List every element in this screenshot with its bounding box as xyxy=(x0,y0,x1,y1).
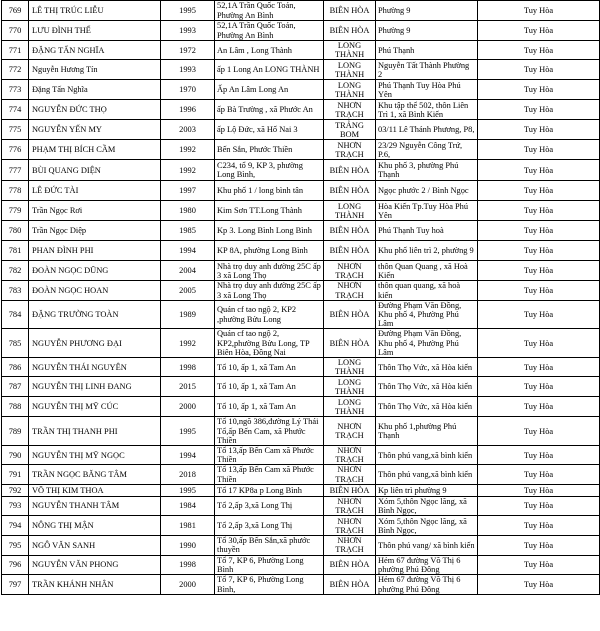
table-row xyxy=(2,181,600,201)
full-name-cell: ĐẶNG TRƯỜNG TOÀN xyxy=(29,300,161,329)
current-address-cell: Quán cf tao ngộ 2, KP2 ,phường Bửu Long xyxy=(215,300,324,329)
current-address-cell: Tổ 10, ấp 1, xã Tam An xyxy=(215,377,324,397)
row-number-cell: 776 xyxy=(2,140,29,160)
province-cell: Tuy Hòa xyxy=(478,465,600,484)
birth-year-cell: 1993 xyxy=(161,60,215,80)
district-cell: NHƠN TRẠCH xyxy=(324,261,376,281)
birth-year-cell: 2000 xyxy=(161,397,215,417)
full-name-cell: NGUYỄN VĂN PHONG xyxy=(29,555,161,574)
birth-year-cell: 1992 xyxy=(161,160,215,181)
province-cell: Tuy Hòa xyxy=(478,446,600,465)
current-address-cell: Tổ 10, ấp 1, xã Tam An xyxy=(215,397,324,417)
province-cell: Tuy Hòa xyxy=(478,60,600,80)
table-row xyxy=(2,516,600,536)
hometown-address-cell: 23/29 Nguyễn Công Trứ, P.6, xyxy=(376,140,478,160)
province-cell: Tuy Hòa xyxy=(478,417,600,446)
full-name-cell: Nguyễn Hương Tín xyxy=(29,60,161,80)
birth-year-cell: 2000 xyxy=(161,575,215,595)
birth-year-cell: 1995 xyxy=(161,1,215,21)
row-number-cell: 778 xyxy=(2,181,29,201)
district-cell: BIÊN HÒA xyxy=(324,221,376,241)
district-cell: LONG THÀNH xyxy=(324,201,376,221)
table-row xyxy=(2,261,600,281)
current-address-cell: ấp Bà Trường , xã Phước An xyxy=(215,100,324,120)
table-row xyxy=(2,417,600,446)
current-address-cell: Tổ 2,ấp 3,xã Long Thị xyxy=(215,496,324,515)
current-address-cell: 52,1A Trần Quốc Toản, Phường An Bình xyxy=(215,21,324,41)
full-name-cell: Trần Ngọc Diệp xyxy=(29,221,161,241)
province-cell: Tuy Hòa xyxy=(478,397,600,417)
full-name-cell: NGUYỄN THANH TÂM xyxy=(29,496,161,515)
table-row xyxy=(2,140,600,160)
full-name-cell: VÕ THỊ KIM THOA xyxy=(29,484,161,496)
row-number-cell: 797 xyxy=(2,575,29,595)
full-name-cell: NGUYỄN THỊ MỸ CÚC xyxy=(29,397,161,417)
table-row xyxy=(2,1,600,21)
full-name-cell: NGUYỄN THỊ MỸ NGỌC xyxy=(29,446,161,465)
hometown-address-cell: Khu phố liên trì 2, phường 9 xyxy=(376,241,478,261)
district-cell: BIÊN HÒA xyxy=(324,160,376,181)
district-cell: TRẢNG BOM xyxy=(324,120,376,140)
table-row xyxy=(2,160,600,181)
row-number-cell: 793 xyxy=(2,496,29,515)
district-cell: NHƠN TRẠCH xyxy=(324,417,376,446)
province-cell: Tuy Hòa xyxy=(478,300,600,329)
province-cell: Tuy Hòa xyxy=(478,329,600,358)
province-cell: Tuy Hòa xyxy=(478,261,600,281)
full-name-cell: LÊ ĐỨC TÀI xyxy=(29,181,161,201)
birth-year-cell: 1985 xyxy=(161,221,215,241)
full-name-cell: NÔNG THỊ MẬN xyxy=(29,516,161,536)
table-row xyxy=(2,21,600,41)
province-cell: Tuy Hòa xyxy=(478,41,600,60)
current-address-cell: Kim Sơn TT.Long Thành xyxy=(215,201,324,221)
full-name-cell: LÊ THỊ TRÚC LIỄU xyxy=(29,1,161,21)
birth-year-cell: 1997 xyxy=(161,181,215,201)
row-number-cell: 782 xyxy=(2,261,29,281)
district-cell: NHƠN TRẠCH xyxy=(324,100,376,120)
hometown-address-cell: Phú Thạnh Tuy hoà xyxy=(376,221,478,241)
birth-year-cell: 1970 xyxy=(161,80,215,100)
full-name-cell: ĐOÀN NGỌC DŨNG xyxy=(29,261,161,281)
hometown-address-cell: Đường Phạm Văn Đồng, Khu phố 4, Phường Phú Lâm xyxy=(376,300,478,329)
row-number-cell: 779 xyxy=(2,201,29,221)
row-number-cell: 775 xyxy=(2,120,29,140)
table-row xyxy=(2,358,600,377)
row-number-cell: 773 xyxy=(2,80,29,100)
table-row xyxy=(2,575,600,595)
table-row xyxy=(2,120,600,140)
birth-year-cell: 2018 xyxy=(161,465,215,484)
hometown-address-cell: Thôn phú vang,xã bình kiến xyxy=(376,465,478,484)
full-name-cell: Trần Ngọc Rơi xyxy=(29,201,161,221)
row-number-cell: 780 xyxy=(2,221,29,241)
hometown-address-cell: Phường 9 xyxy=(376,21,478,41)
province-cell: Tuy Hòa xyxy=(478,1,600,21)
district-cell: BIÊN HÒA xyxy=(324,575,376,595)
birth-year-cell: 1992 xyxy=(161,140,215,160)
table-row xyxy=(2,484,600,496)
row-number-cell: 788 xyxy=(2,397,29,417)
full-name-cell: BÙI QUANG DIỆN xyxy=(29,160,161,181)
district-cell: BIÊN HÒA xyxy=(324,1,376,21)
district-cell: BIÊN HÒA xyxy=(324,181,376,201)
birth-year-cell: 2004 xyxy=(161,261,215,281)
table-row xyxy=(2,60,600,80)
full-name-cell: Đặng Tấn Nghĩa xyxy=(29,80,161,100)
full-name-cell: ĐẶNG TẤN NGHĨA xyxy=(29,41,161,60)
district-cell: LONG THÀNH xyxy=(324,377,376,397)
table-row xyxy=(2,397,600,417)
province-cell: Tuy Hòa xyxy=(478,221,600,241)
hometown-address-cell: Đường Phạm Văn Đồng, Khu phố 4, Phường Phú Lâm xyxy=(376,329,478,358)
row-number-cell: 791 xyxy=(2,465,29,484)
district-cell: BIÊN HÒA xyxy=(324,21,376,41)
province-cell: Tuy Hòa xyxy=(478,555,600,574)
birth-year-cell: 1994 xyxy=(161,446,215,465)
row-number-cell: 796 xyxy=(2,555,29,574)
table-row xyxy=(2,221,600,241)
district-cell: BIÊN HÒA xyxy=(324,555,376,574)
table-row xyxy=(2,201,600,221)
row-number-cell: 774 xyxy=(2,100,29,120)
full-name-cell: NGUYỄN YẾN MY xyxy=(29,120,161,140)
birth-year-cell: 1993 xyxy=(161,21,215,41)
district-cell: NHƠN TRẠCH xyxy=(324,465,376,484)
current-address-cell: Nhà trọ duy anh đường 25C ấp 3 xã Long Thọ xyxy=(215,281,324,300)
hometown-address-cell: Phú Thạnh Tuy Hòa Phú Yên xyxy=(376,80,478,100)
district-cell: LONG THÀNH xyxy=(324,397,376,417)
full-name-cell: TRẦN KHÁNH NHÂN xyxy=(29,575,161,595)
district-cell: NHƠN TRẠCH xyxy=(324,281,376,300)
district-cell: BIÊN HÒA xyxy=(324,300,376,329)
province-cell: Tuy Hòa xyxy=(478,100,600,120)
table-row xyxy=(2,241,600,261)
hometown-address-cell: 03/11 Lê Thánh Phương, P8, xyxy=(376,120,478,140)
table-row xyxy=(2,446,600,465)
row-number-cell: 781 xyxy=(2,241,29,261)
row-number-cell: 777 xyxy=(2,160,29,181)
birth-year-cell: 1980 xyxy=(161,201,215,221)
province-cell: Tuy Hòa xyxy=(478,377,600,397)
province-cell: Tuy Hòa xyxy=(478,140,600,160)
row-number-cell: 792 xyxy=(2,484,29,496)
current-address-cell: Kp 3. Long Bình Long Bình xyxy=(215,221,324,241)
hometown-address-cell: Phường 9 xyxy=(376,1,478,21)
row-number-cell: 771 xyxy=(2,41,29,60)
district-cell: NHƠN TRẠCH xyxy=(324,496,376,515)
current-address-cell: C234, tổ 9, KP 3, phường Long Bình, xyxy=(215,160,324,181)
province-cell: Tuy Hòa xyxy=(478,536,600,555)
current-address-cell: ấp Lộ Đức, xã Hố Nai 3 xyxy=(215,120,324,140)
province-cell: Tuy Hòa xyxy=(478,241,600,261)
province-cell: Tuy Hòa xyxy=(478,21,600,41)
hometown-address-cell: thôn quan quang, xã hoà kiến xyxy=(376,281,478,300)
birth-year-cell: 2015 xyxy=(161,377,215,397)
row-number-cell: 790 xyxy=(2,446,29,465)
current-address-cell: Ấp An Lâm Long An xyxy=(215,80,324,100)
table-row xyxy=(2,281,600,300)
row-number-cell: 769 xyxy=(2,1,29,21)
current-address-cell: Quán cf tao ngộ 2, KP2,phường Bửu Long, TP Biên Hòa, Đồng Nai xyxy=(215,329,324,358)
hometown-address-cell: Xóm 5,thôn Ngọc lãng, xã Bình Ngọc, xyxy=(376,516,478,536)
hometown-address-cell: thôn Quan Quang , xã Hoà Kiến xyxy=(376,261,478,281)
district-cell: LONG THÀNH xyxy=(324,60,376,80)
birth-year-cell: 1998 xyxy=(161,358,215,377)
birth-year-cell: 2003 xyxy=(161,120,215,140)
full-name-cell: PHẠM THỊ BÍCH CẦM xyxy=(29,140,161,160)
birth-year-cell: 1984 xyxy=(161,496,215,515)
resident-table xyxy=(1,0,600,595)
province-cell: Tuy Hòa xyxy=(478,201,600,221)
district-cell: NHƠN TRẠCH xyxy=(324,536,376,555)
table-row xyxy=(2,300,600,329)
full-name-cell: TRẦN THỊ THANH PHI xyxy=(29,417,161,446)
hometown-address-cell: Thôn Thọ Vức, xã Hòa kiến xyxy=(376,397,478,417)
hometown-address-cell: Hẻm 67 đường Võ Thị 6 phường Phú Đông xyxy=(376,575,478,595)
hometown-address-cell: Ngọc phước 2 / Bình Ngọc xyxy=(376,181,478,201)
row-number-cell: 785 xyxy=(2,329,29,358)
table-row xyxy=(2,100,600,120)
hometown-address-cell: Khu phố 1,phường Phú Thạnh xyxy=(376,417,478,446)
current-address-cell: Tổ 17 KP8a p Long Bình xyxy=(215,484,324,496)
full-name-cell: ĐOÀN NGỌC HOAN xyxy=(29,281,161,300)
row-number-cell: 787 xyxy=(2,377,29,397)
current-address-cell: Tổ 10, ấp 1, xã Tam An xyxy=(215,358,324,377)
birth-year-cell: 1995 xyxy=(161,417,215,446)
district-cell: NHƠN TRẠCH xyxy=(324,140,376,160)
hometown-address-cell: Khu phố 3, phường Phú Thạnh xyxy=(376,160,478,181)
row-number-cell: 789 xyxy=(2,417,29,446)
hometown-address-cell: Thôn Thọ Vức, xã Hòa kiến xyxy=(376,358,478,377)
hometown-address-cell: Phú Thạnh xyxy=(376,41,478,60)
current-address-cell: Nhà trọ duy anh đường 25C ấp 3 xã Long Thọ xyxy=(215,261,324,281)
birth-year-cell: 1994 xyxy=(161,241,215,261)
hometown-address-cell: Hòa Kiến Tp.Tuy Hòa Phú Yên xyxy=(376,201,478,221)
district-cell: LONG THÀNH xyxy=(324,41,376,60)
row-number-cell: 786 xyxy=(2,358,29,377)
hometown-address-cell: Thôn Thọ Vức, xã Hòa kiến xyxy=(376,377,478,397)
hometown-address-cell: Kp liên trì phường 9 xyxy=(376,484,478,496)
current-address-cell: Tổ 2,ấp 3,xã Long Thị xyxy=(215,516,324,536)
birth-year-cell: 1989 xyxy=(161,300,215,329)
current-address-cell: An Lâm , Long Thành xyxy=(215,41,324,60)
province-cell: Tuy Hòa xyxy=(478,281,600,300)
district-cell: NHƠN TRẠCH xyxy=(324,516,376,536)
current-address-cell: Khu phố 1 / long bình tân xyxy=(215,181,324,201)
table-row xyxy=(2,465,600,484)
birth-year-cell: 1972 xyxy=(161,41,215,60)
hometown-address-cell: Khu tập thể 502, thôn Liên Trì 1, xã Bình Kiến xyxy=(376,100,478,120)
hometown-address-cell: Thôn phú vang,xã bình kiến xyxy=(376,446,478,465)
row-number-cell: 795 xyxy=(2,536,29,555)
hometown-address-cell: Hẻm 67 đường Võ Thị 6 phường Phú Đông xyxy=(376,555,478,574)
row-number-cell: 770 xyxy=(2,21,29,41)
province-cell: Tuy Hòa xyxy=(478,160,600,181)
full-name-cell: PHAN ĐÌNH PHI xyxy=(29,241,161,261)
table-row xyxy=(2,496,600,515)
current-address-cell: Bến Sắn, Phước Thiền xyxy=(215,140,324,160)
full-name-cell: NGUYỄN PHƯƠNG ĐẠI xyxy=(29,329,161,358)
current-address-cell: Tổ 7, KP 6, Phường Long Bình, xyxy=(215,575,324,595)
province-cell: Tuy Hòa xyxy=(478,484,600,496)
province-cell: Tuy Hòa xyxy=(478,80,600,100)
full-name-cell: TRẦN NGỌC BĂNG TÂM xyxy=(29,465,161,484)
row-number-cell: 772 xyxy=(2,60,29,80)
full-name-cell: NGUYỄN THỊ LINH ĐANG xyxy=(29,377,161,397)
full-name-cell: LƯU ĐÌNH THẾ xyxy=(29,21,161,41)
district-cell: BIÊN HÒA xyxy=(324,484,376,496)
hometown-address-cell: Xóm 5,thôn Ngọc lãng, xã Bình Ngọc, xyxy=(376,496,478,515)
table-row xyxy=(2,80,600,100)
full-name-cell: NGÔ VĂN SANH xyxy=(29,536,161,555)
table-row xyxy=(2,555,600,574)
current-address-cell: Tổ 7, KP 6, Phường Long Bình xyxy=(215,555,324,574)
birth-year-cell: 1981 xyxy=(161,516,215,536)
table-row xyxy=(2,41,600,60)
row-number-cell: 783 xyxy=(2,281,29,300)
table-row xyxy=(2,377,600,397)
district-cell: BIÊN HÒA xyxy=(324,329,376,358)
current-address-cell: KP 8A, phường Long Bình xyxy=(215,241,324,261)
province-cell: Tuy Hòa xyxy=(478,120,600,140)
district-cell: BIÊN HÒA xyxy=(324,241,376,261)
current-address-cell: Tổ 10,ngõ 386,đường Lý Thái Tổ,ấp Bến Cam, xã Phước Thiền xyxy=(215,417,324,446)
province-cell: Tuy Hòa xyxy=(478,496,600,515)
birth-year-cell: 1996 xyxy=(161,100,215,120)
row-number-cell: 784 xyxy=(2,300,29,329)
province-cell: Tuy Hòa xyxy=(478,358,600,377)
province-cell: Tuy Hòa xyxy=(478,181,600,201)
table-row xyxy=(2,329,600,358)
district-cell: LONG THÀNH xyxy=(324,80,376,100)
birth-year-cell: 1998 xyxy=(161,555,215,574)
row-number-cell: 794 xyxy=(2,516,29,536)
hometown-address-cell: Thôn phú vang/ xã bình kiến xyxy=(376,536,478,555)
birth-year-cell: 1992 xyxy=(161,329,215,358)
current-address-cell: Tổ 13,ấp Bến Cam xã Phước Thiền xyxy=(215,446,324,465)
current-address-cell: ấp 1 Long An LONG THÀNH xyxy=(215,60,324,80)
province-cell: Tuy Hòa xyxy=(478,516,600,536)
birth-year-cell: 1995 xyxy=(161,484,215,496)
current-address-cell: Tổ 30,ấp Bến Sắn,xã phước thuyền xyxy=(215,536,324,555)
full-name-cell: NGUYỄN THÁI NGUYÊN xyxy=(29,358,161,377)
district-cell: LONG THÀNH xyxy=(324,358,376,377)
current-address-cell: 52,1A Trần Quốc Toản, Phường An Bình xyxy=(215,1,324,21)
district-cell: NHƠN TRẠCH xyxy=(324,446,376,465)
table-row xyxy=(2,536,600,555)
hometown-address-cell: Nguyễn Tất Thành Phường 2 xyxy=(376,60,478,80)
current-address-cell: Tổ 13,ấp Bến Cam xã Phước Thiền xyxy=(215,465,324,484)
birth-year-cell: 2005 xyxy=(161,281,215,300)
province-cell: Tuy Hòa xyxy=(478,575,600,595)
birth-year-cell: 1990 xyxy=(161,536,215,555)
full-name-cell: NGUYỄN ĐỨC THỌ xyxy=(29,100,161,120)
